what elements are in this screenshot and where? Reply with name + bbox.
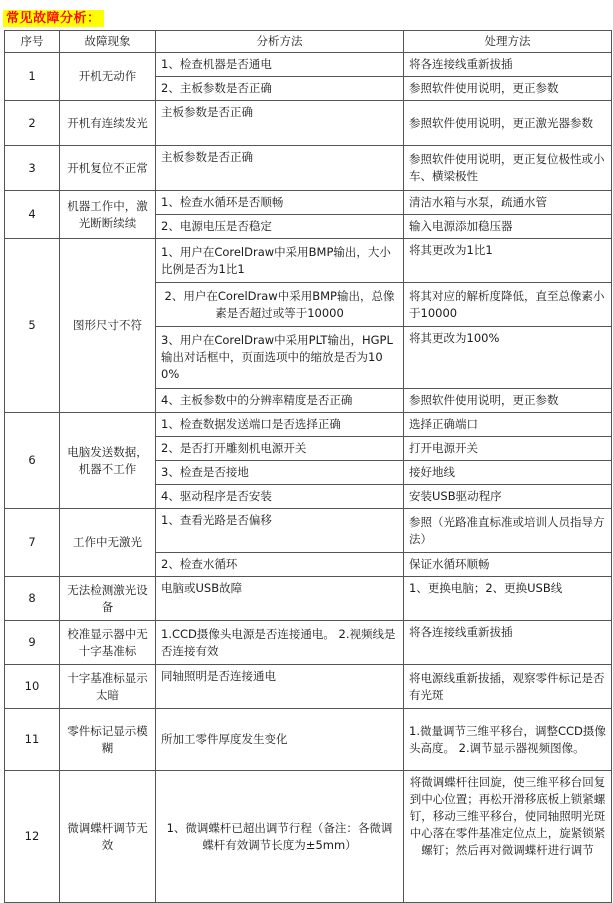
row-symptom: 电脑发送数据，机器不工作: [60, 413, 156, 509]
header-no: 序号: [5, 31, 60, 53]
row-analysis: 2、是否打开雕刻机电源开关: [156, 437, 404, 461]
row-symptom: 微调蝶杆调节无效: [60, 771, 156, 903]
table-row: [5, 771, 612, 903]
row-analysis: 2、主板参数是否正确: [156, 77, 404, 101]
table-row: [5, 577, 612, 621]
row-number: 4: [5, 191, 60, 239]
row-analysis: 1、检查数据发送端口是否选择正确: [156, 413, 404, 437]
row-analysis: 4、驱动程序是否安装: [156, 485, 404, 509]
table-row: [5, 413, 612, 437]
row-analysis: 1、微调蝶杆已超出调节行程（备注：各微调蝶杆有效调节长度为±5mm）: [156, 771, 404, 903]
row-analysis: 电脑或USB故障: [156, 577, 404, 621]
row-number: 9: [5, 621, 60, 665]
row-fix: 安装USB驱动程序: [404, 485, 612, 509]
row-fix: 打开电源开关: [404, 437, 612, 461]
row-symptom: 无法检测激光设备: [60, 577, 156, 621]
row-analysis: 主板参数是否正确: [156, 146, 404, 191]
row-number: 10: [5, 665, 60, 709]
row-analysis: 1、用户在CorelDraw中采用BMP输出，大小比例是否为1比1: [156, 239, 404, 283]
row-symptom: 校准显示器中无十字基准标: [60, 621, 156, 665]
row-number: 2: [5, 101, 60, 146]
row-symptom: 图形尺寸不符: [60, 239, 156, 413]
table-row: [5, 239, 612, 283]
table-row: [5, 709, 612, 771]
row-symptom: 开机有连续发光: [60, 101, 156, 146]
fault-analysis-table: [4, 30, 612, 903]
row-fix: 输入电源添加稳压器: [404, 215, 612, 239]
row-number: 12: [5, 771, 60, 903]
row-fix: 接好地线: [404, 461, 612, 485]
row-number: 3: [5, 146, 60, 191]
row-symptom: 十字基准标显示太暗: [60, 665, 156, 709]
row-analysis: 主板参数是否正确: [156, 101, 404, 146]
table-row: [5, 101, 612, 146]
table-header-row: [5, 31, 612, 53]
row-fix: 保证水循环顺畅: [404, 553, 612, 577]
row-fix: 将各连接线重新拔插: [404, 53, 612, 77]
row-analysis: 2、用户在CorelDraw中采用BMP输出，总像素是否超过或等于10000: [156, 283, 404, 327]
table-row: [5, 53, 612, 77]
row-analysis: 4、主板参数中的分辨率精度是否正确: [156, 389, 404, 413]
row-fix: 选择正确端口: [404, 413, 612, 437]
row-analysis: 1、检查机器是否通电: [156, 53, 404, 77]
table-row: [5, 191, 612, 215]
row-symptom: 工作中无激光: [60, 509, 156, 577]
row-fix: 将电源线重新拔插，观察零件标记是否有光斑: [404, 665, 612, 709]
row-fix: 将其更改为100%: [404, 327, 612, 389]
page-title: 常见故障分析：: [3, 10, 104, 27]
row-number: 8: [5, 577, 60, 621]
row-symptom: 开机复位不正常: [60, 146, 156, 191]
table-row: [5, 146, 612, 191]
row-analysis: 同轴照明是否连接通电: [156, 665, 404, 709]
row-fix: 将其对应的解析度降低，直至总像素小于10000: [404, 283, 612, 327]
row-symptom: 机器工作中，激光断断续续: [60, 191, 156, 239]
row-fix: 参照软件使用说明，更正复位极性或小车、横梁极性: [404, 146, 612, 191]
row-number: 6: [5, 413, 60, 509]
header-analysis: 分析方法: [156, 31, 404, 53]
row-analysis: 3、检查是否接地: [156, 461, 404, 485]
row-analysis: 2、检查水循环: [156, 553, 404, 577]
row-fix: 参照软件使用说明，更正参数: [404, 77, 612, 101]
row-analysis: 1、查看光路是否偏移: [156, 509, 404, 553]
row-fix: 参照软件使用说明，更正激光器参数: [404, 101, 612, 146]
row-analysis: 所加工零件厚度发生变化: [156, 709, 404, 771]
row-fix: 参照软件使用说明，更正参数: [404, 389, 612, 413]
row-number: 5: [5, 239, 60, 413]
row-fix: 将其更改为1比1: [404, 239, 612, 283]
row-analysis: 1、检查水循环是否顺畅: [156, 191, 404, 215]
row-fix: 参照（光路准直标准或培训人员指导方法）: [404, 509, 612, 553]
header-fix: 处理方法: [404, 31, 612, 53]
row-symptom: 零件标记显示模糊: [60, 709, 156, 771]
header-symptom: 故障现象: [60, 31, 156, 53]
table-row: [5, 621, 612, 665]
row-number: 7: [5, 509, 60, 577]
row-fix: 1、更换电脑；2、更换USB线: [404, 577, 612, 621]
row-analysis: 2、电源电压是否稳定: [156, 215, 404, 239]
row-fix: 将微调蝶杆往回旋，使三维平移台回复到中心位置；再松开滑移底板上锁紧螺钉，移动三维平移台，使同轴照明光斑中心落在零件基准定位点上，旋紧锁紧螺钉；然后再对微调蝶杆进行调节: [404, 771, 612, 903]
row-number: 11: [5, 709, 60, 771]
row-number: 1: [5, 53, 60, 101]
row-fix: 1.微量调节三维平移台，调整CCD摄像头高度。 2.调节显示器视频图像。: [404, 709, 612, 771]
row-symptom: 开机无动作: [60, 53, 156, 101]
row-fix: 清洁水箱与水泵，疏通水管: [404, 191, 612, 215]
row-fix: 将各连接线重新拔插: [404, 621, 612, 665]
row-analysis: 3、用户在CorelDraw中采用PLT输出，HGPL输出对话框中，页面选项中的缩放是否为100%: [156, 327, 404, 389]
row-analysis: 1.CCD摄像头电源是否连接通电。 2.视频线是否连接有效: [156, 621, 404, 665]
table-row: [5, 665, 612, 709]
table-row: [5, 509, 612, 553]
